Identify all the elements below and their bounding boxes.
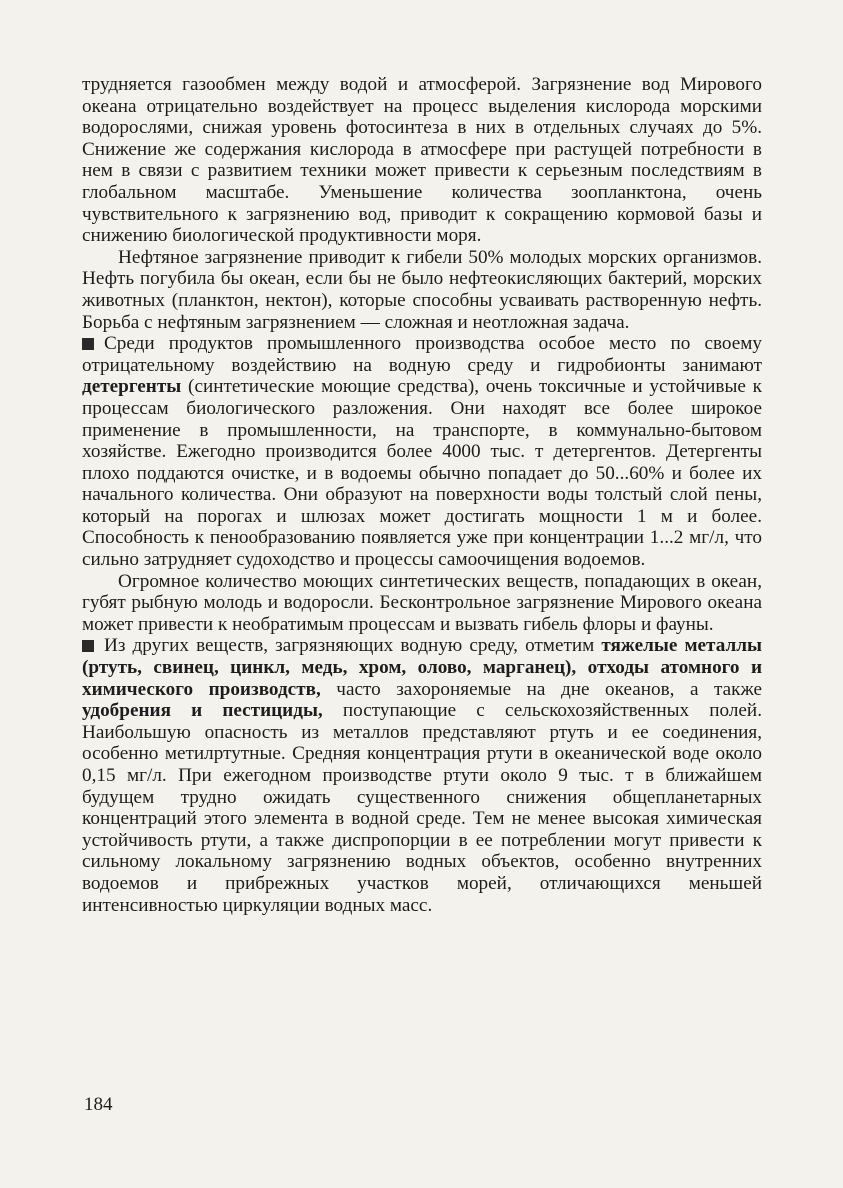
fertilizers-term: удобрения и пестициды,: [82, 700, 323, 722]
paragraph-heavy-metals: [82, 635, 762, 916]
paragraph-detergents: [82, 333, 762, 571]
page-number: 184: [84, 1094, 113, 1115]
detergents-text-c: (синтетические моющие средства), очень токсичные и устойчивые к процессам биологического разложения. Они находят все более широкое применение в промышленности, на транспорте, в коммунально-бытовом хозяйстве. Ежегодно производится более 4000 тыс. т детергентов. Детергенты плохо поддаются очистке, и в водоемы обычно попадает до 50...60% и более их начального количества. Они образуют на поверхности воды толстый слой пены, который на порогах и шлюзах может достигать мощности 1 м и более. Способность к пенообразованию появляется уже при концентрации 1...2 мг/л, что сильно затрудняет судоходство и процессы самоочищения водоемов.: [82, 376, 762, 571]
section-marker-icon: [82, 338, 94, 350]
body-text: [82, 74, 762, 916]
paragraph-synthetic-substances: Огромное количество моющих синтетических веществ, попадающих в океан, губят рыбную молодь и водоросли. Бесконтрольное загрязнение Мирового океана может привести к необратимым процессам и вызвать гибель флоры и фауны.: [82, 570, 762, 635]
heavy-metals-term: тяжелые металлы (ртуть, свинец, цинкл, медь, хром, олово, марганец), отходы атомного и химического производств,: [82, 635, 762, 700]
detergents-term: детергенты: [82, 376, 182, 398]
paragraph-gas-exchange: трудняется газообмен между водой и атмосферой. Загрязнение вод Мирового океана отрицательно воздействует на процесс выделения кислорода морскими водорослями, снижая уровень фотосинтеза в них в отдельных случаях до 5%. Снижение же содержания кислорода в атмосфере при растущей потребности в нем в связи с развитием техники может привести к серьезным последствиям в глобальном масштабе. Уменьшение количества зоопланктона, очень чувствительного к загрязнению вод, приводит к сокращению кормовой базы и снижению биологической продуктивности моря.: [82, 74, 762, 247]
metals-text-a: Из других веществ, загрязняющих водную среду, отметим: [104, 635, 602, 657]
metals-text-c: часто захороняемые на дне океанов, а также: [320, 678, 762, 700]
section-marker-icon: [82, 640, 94, 652]
paragraph-oil-pollution: Нефтяное загрязнение приводит к гибели 50% молодых морских организмов. Нефть погубила бы океан, если бы не было нефтеокисляющих бактерий, морских животных (планктон, нектон), которые способны усваивать растворенную нефть. Борьба с нефтяным загрязнением — сложная и неотложная задача.: [82, 246, 762, 333]
metals-text-d: поступающие с сельскохозяйственных полей. Наибольшую опасность из металлов представляют ртуть и ее соединения, особенно метилртутные. Средняя концентрация ртути в океанической воде около 0,15 мг/л. При ежегодном производстве ртути около 9 тыс. т в ближайшем будущем трудно ожидать существенного снижения общепланетарных концентраций этого элемента в водной среде. Тем не менее высокая химическая устойчивость ртути, а также диспропорции в ее потреблении могут привести к сильному локальному загрязнению водных объектов, особенно внутренних водоемов и прибрежных участков морей, отличающихся меньшей интенсивностью циркуляции водных масс.: [82, 700, 762, 916]
detergents-text-a: Среди продуктов промышленного производства особое место по своему отрицательному воздействию на водную среду и гидробионты занимают: [82, 333, 762, 376]
